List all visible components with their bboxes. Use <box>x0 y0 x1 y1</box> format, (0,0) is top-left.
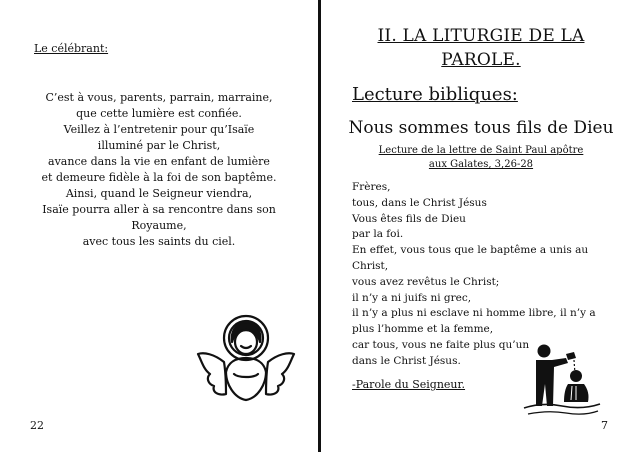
prayer-line: Veillez à l’entretenir pour qu’Isaïe <box>63 123 255 136</box>
right-page <box>322 0 640 452</box>
reading-line: vous avez revêtus le Christ; <box>352 275 500 288</box>
prayer-line: Isaïe pourra aller à sa rencontre dans son <box>42 203 276 216</box>
section-title-line: II. LA LITURGIE DE LA <box>377 26 585 46</box>
page-divider <box>318 0 321 452</box>
prayer-line: que cette lumière est confiée. <box>76 107 242 120</box>
readings-subtitle: Lecture bibliques: <box>352 84 518 105</box>
reading-line: Vous êtes fils de Dieu <box>352 212 466 225</box>
reading-line: tous, dans le Christ Jésus <box>352 196 487 209</box>
reading-line: il n’y a plus ni esclave ni homme libre, il n’y a <box>352 307 596 320</box>
celebrant-label: Le célébrant: <box>34 42 109 55</box>
closing-acclamation: -Parole du Seigneur. <box>352 378 466 391</box>
prayer-line: Ainsi, quand le Seigneur viendra, <box>65 187 253 200</box>
angel-icon <box>196 312 296 404</box>
reading-line: plus l’homme et la femme, <box>352 323 494 336</box>
page-number-right: 7 <box>601 419 608 432</box>
prayer-text <box>24 90 294 250</box>
left-page <box>0 0 318 452</box>
reference-line: Lecture de la lettre de Saint Paul apôtre <box>378 145 584 156</box>
reading-reference <box>322 144 640 172</box>
reading-line: En effet, vous tous que le baptême a unis au <box>352 244 589 257</box>
reading-line: par la foi. <box>352 228 404 241</box>
reading-line: Christ, <box>352 259 389 272</box>
reading-line: dans le Christ Jésus. <box>352 354 461 367</box>
prayer-line: C’est à vous, parents, parrain, marraine, <box>45 91 273 104</box>
page-number-left: 22 <box>30 419 44 432</box>
prayer-line: avance dans la vie en enfant de lumière <box>48 155 270 168</box>
prayer-line: Royaume, <box>131 219 187 232</box>
prayer-line: avec tous les saints du ciel. <box>82 235 236 248</box>
reference-line: aux Galates, 3,26-28 <box>428 159 534 170</box>
reading-line: Frères, <box>352 181 391 193</box>
reading-title: Nous sommes tous fils de Dieu <box>348 118 614 138</box>
section-title-line: PAROLE. <box>441 50 521 70</box>
reading-line: il n’y a ni juifs ni grec, <box>352 291 472 304</box>
reading-line: car tous, vous ne faite plus qu’un <box>352 338 530 351</box>
baptism-icon <box>522 340 602 418</box>
prayer-line: et demeure fidèle à la foi de son baptême. <box>41 171 277 184</box>
prayer-line: illuminé par le Christ, <box>97 139 221 152</box>
section-title <box>322 24 640 72</box>
